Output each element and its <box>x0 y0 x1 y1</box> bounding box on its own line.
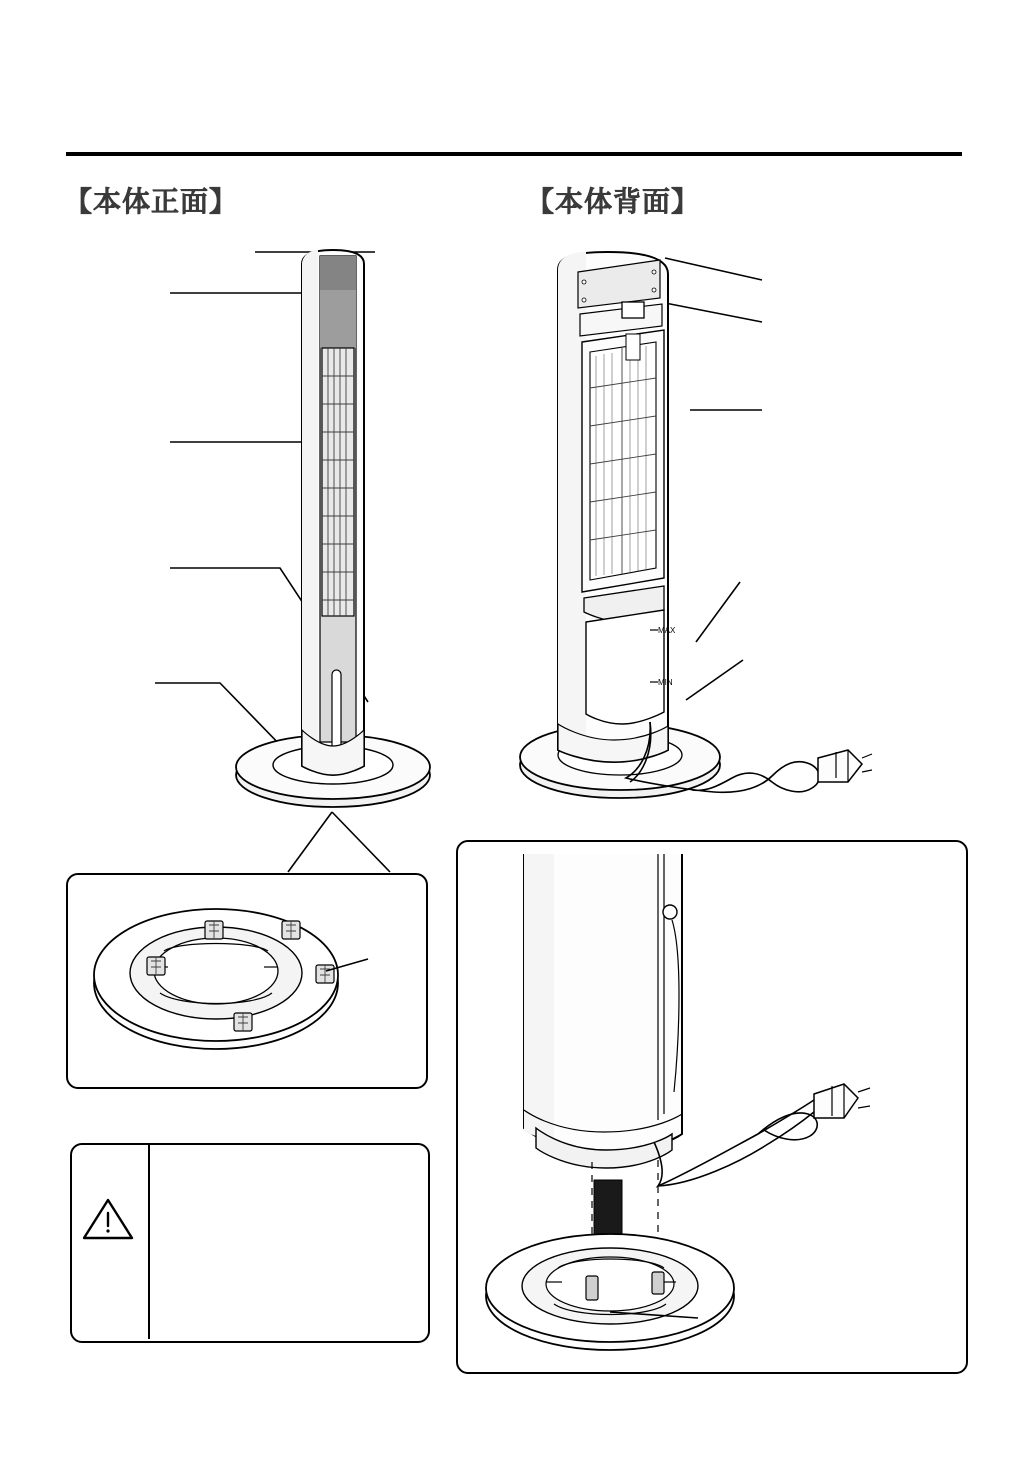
svg-text:MAX: MAX <box>658 626 676 635</box>
front-unit-figure <box>150 230 490 820</box>
section-heading-back: 【本体背面】 <box>526 186 701 217</box>
warning-triangle-icon <box>82 1196 134 1242</box>
header-rule <box>66 152 962 156</box>
caution-box-divider <box>148 1143 150 1339</box>
assembly-figure-box <box>456 840 968 1374</box>
svg-text:MIN: MIN <box>658 678 673 687</box>
base-detail-box <box>66 873 428 1089</box>
section-heading-front: 【本体正面】 <box>64 186 239 217</box>
caution-text <box>160 1160 416 1320</box>
back-unit-figure <box>500 230 920 830</box>
